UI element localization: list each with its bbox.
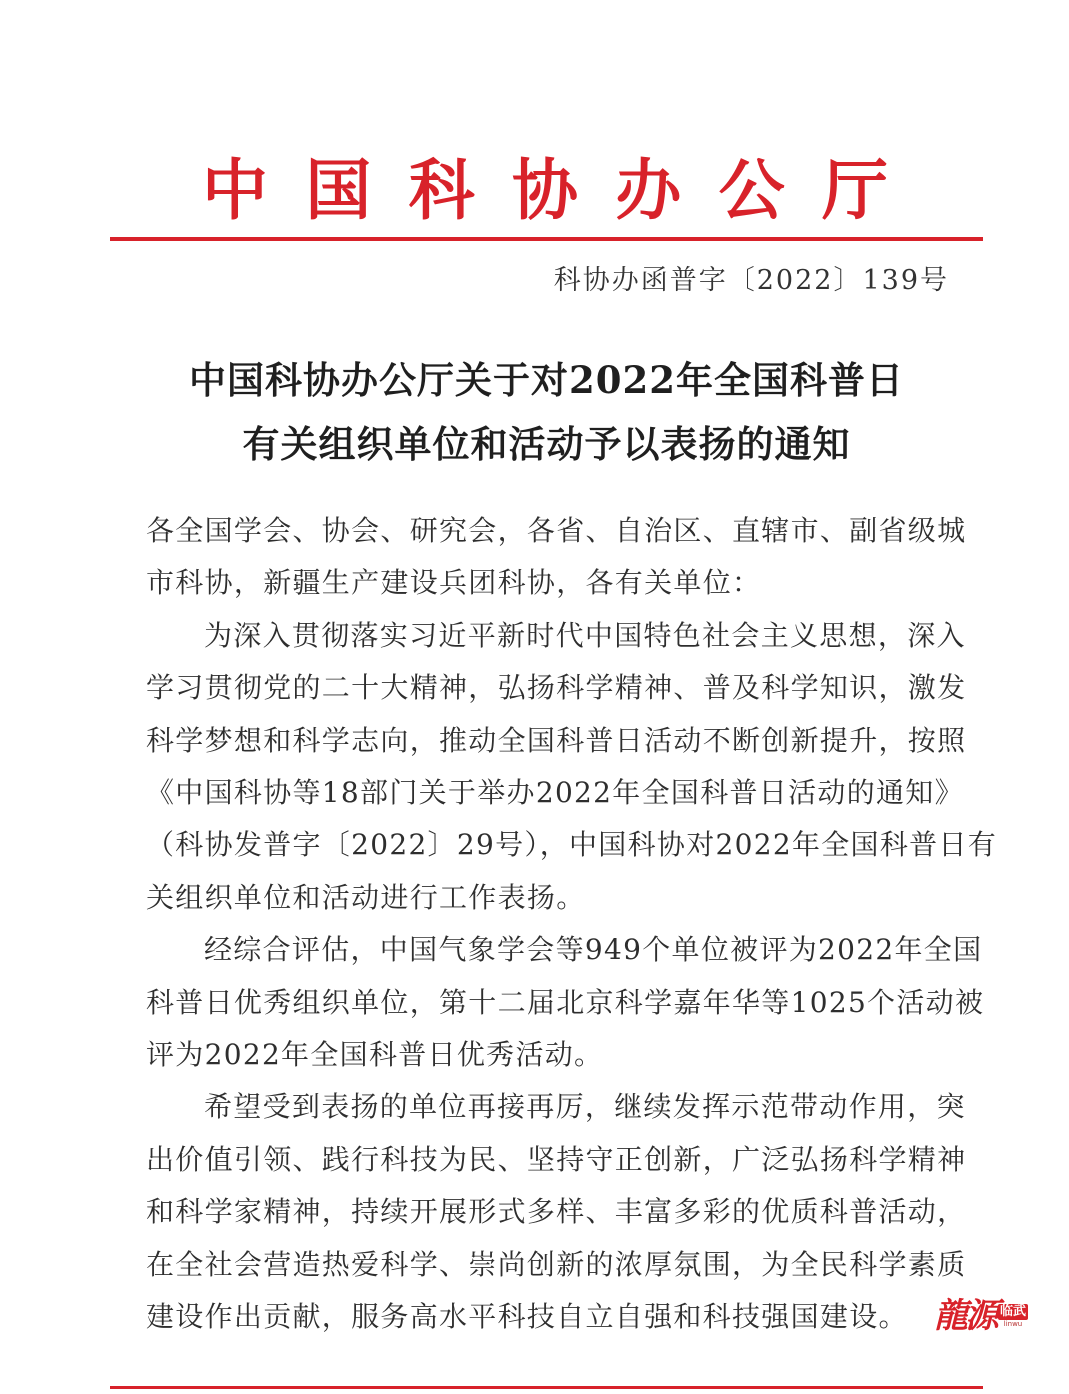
text-line: 科学梦想和科学志向，推动全国科普日活动不断创新提升，按照 xyxy=(146,723,967,757)
text-line: 和科学家精神，持续开展形式多样、丰富多彩的优质科普活动， xyxy=(146,1195,967,1229)
watermark-logo xyxy=(934,1292,1046,1340)
letterhead-title xyxy=(110,150,980,230)
letterhead-char: 中 xyxy=(202,151,268,229)
letterhead-char: 国 xyxy=(305,151,372,229)
document-heading xyxy=(110,348,983,476)
paragraph-1 xyxy=(146,610,998,924)
text-line: 经综合评估，中国气象学会等949个单位被评为2022年全国 xyxy=(204,933,983,967)
watermark-brush-text: 龍源 xyxy=(934,1296,996,1336)
letterhead-char: 协 xyxy=(511,151,578,229)
text-line: 为深入贯彻落实习近平新时代中国特色社会主义思想，深入 xyxy=(204,618,966,652)
text-line: 科普日优秀组织单位，第十二届北京科学嘉年华等1025个活动被 xyxy=(146,985,985,1019)
document-number: 科协办函普字〔2022〕139号 xyxy=(553,265,949,296)
heading-line: 有关组织单位和活动予以表扬的通知 xyxy=(242,422,851,466)
text-line: 《中国科协等18部门关于举办2022年全国科普日活动的通知》 xyxy=(146,776,964,810)
paragraph-2 xyxy=(146,924,985,1081)
watermark-badge-text: 临武 xyxy=(1000,1303,1027,1319)
heading-line: 中国科协办公厅关于对2022年全国科普日 xyxy=(189,358,904,402)
text-line: 学习贯彻党的二十大精神，弘扬科学精神、普及科学知识，激发 xyxy=(146,671,967,705)
text-line: 市科协，新疆生产建设兵团科协，各有关单位： xyxy=(146,566,762,600)
letterhead-char: 厅 xyxy=(821,151,888,229)
text-line: 在全社会营造热爱科学、崇尚创新的浓厚氛围，为全民科学素质 xyxy=(146,1247,967,1281)
watermark-badge-sub: linwu xyxy=(1003,1319,1023,1328)
letterhead-char: 科 xyxy=(408,151,475,229)
letterhead-char: 公 xyxy=(718,151,785,229)
footer-divider xyxy=(110,1386,983,1389)
text-line: 各全国学会、协会、研究会，各省、自治区、直辖市、副省级城 xyxy=(146,514,967,547)
watermark-badge xyxy=(998,1304,1028,1329)
text-line: 建设作出贡献，服务高水平科技自立自强和科技强国建设。 xyxy=(146,1300,908,1334)
letterhead-divider xyxy=(110,237,983,241)
text-line: （科协发普字〔2022〕29号），中国科协对2022年全国科普日有 xyxy=(146,828,998,862)
text-line: 关组织单位和活动进行工作表扬。 xyxy=(146,880,586,914)
text-line: 出价值引领、践行科技为民、坚持守正创新，广泛弘扬科学精神 xyxy=(146,1142,967,1176)
text-line: 评为2022年全国科普日优秀活动。 xyxy=(146,1038,604,1072)
text-line: 希望受到表扬的单位再接再厉，继续发挥示范带动作用，突 xyxy=(204,1090,966,1124)
letterhead-char: 办 xyxy=(615,151,682,229)
salutation xyxy=(146,505,967,610)
